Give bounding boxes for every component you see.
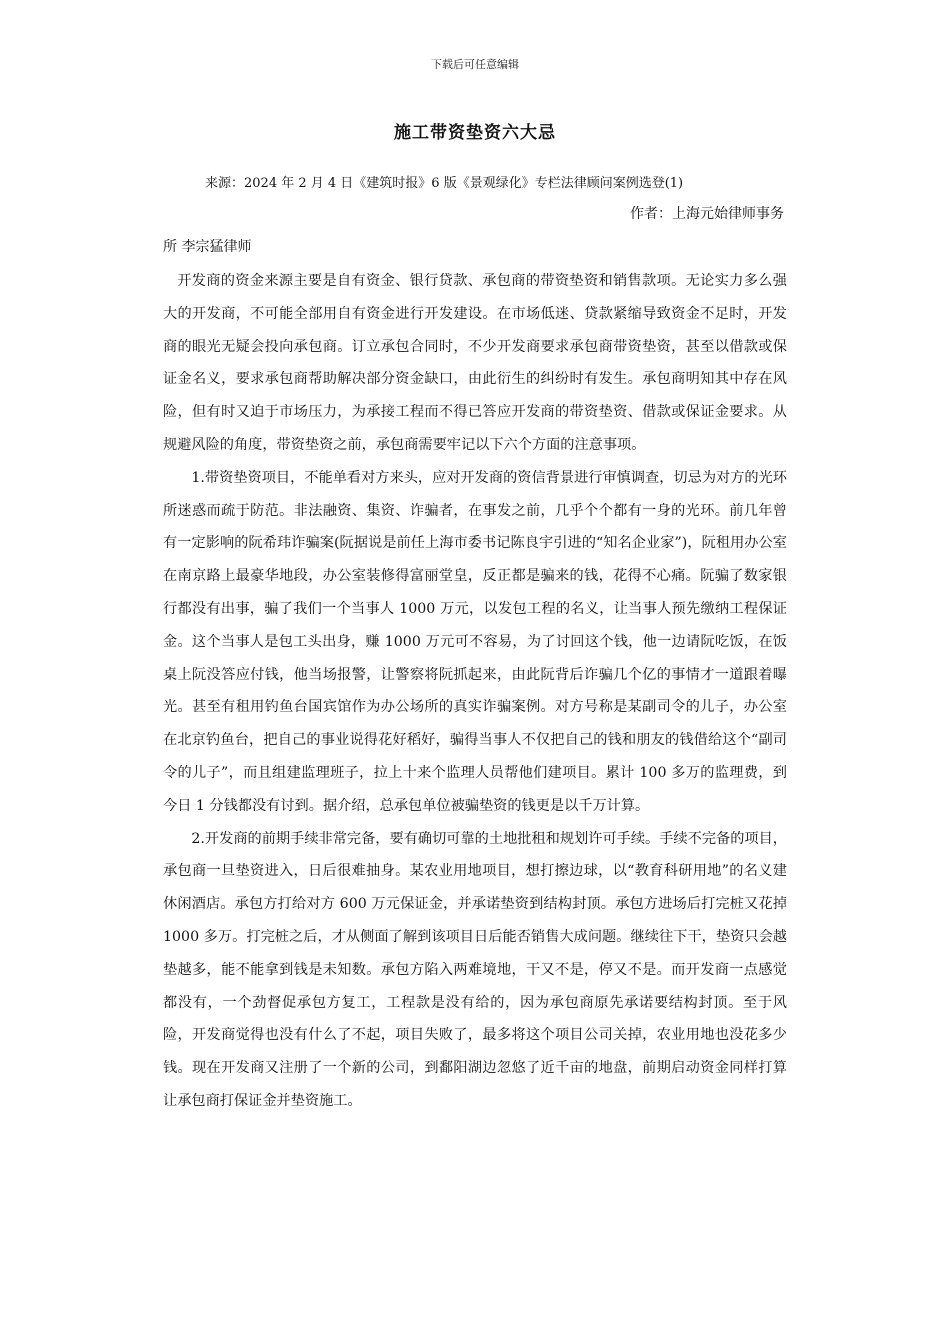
paragraph-point-2: 2.开发商的前期手续非常完备，要有确切可靠的土地批租和规划许可手续。手续不完备的项目，承包商一旦垫资进入，日后很难抽身。某农业用地项目，想打擦边球，以“教育科研用地”的名义建休闲酒店。承包方打给对方 600 万元保证金，并承诺垫资到结构封顶。承包方进场后打完桩又花掉 1000 多万。打完桩之后，才从侧面了解到该项目日后能否销售大成问题。继续往下干，垫资只会越垫越多，能不能拿到钱是未知数。承包方陷入两难境地，干又不是，停又不是。而开发商一点感觉都没有，一个劲督促承包方复工，工程款是没有给的，因为承包商原先承诺要结构封顶。至于风险，开发商觉得也没有什么了不起，项目失败了，最多将这个项目公司关掉，农业用地也没花多少钱。现在开发商又注册了一个新的公司，到鄱阳湖边忽悠了近千亩的地盘，前期启动资金同样打算让承包商打保证金并垫资施工。 <box>163 830 787 1109</box>
paragraph-point-1: 1.带资垫资项目，不能单看对方来头，应对开发商的资信背景进行审慎调查，切忌为对方的光环所迷惑而疏于防范。非法融资、集资、诈骗者，在事发之前，几乎个个都有一身的光环。前几年曾有一定影响的阮希玮诈骗案(阮据说是前任上海市委书记陈良宇引进的“知名企业家”)，阮租用办公室在南京路上最豪华地段，办公室装修得富丽堂皇，反正都是骗来的钱，花得不心痛。阮骗了数家银行都没有出事，骗了我们一个当事人 1000 万元，以发包工程的名义，让当事人预先缴纳工程保证金。这个当事人是包工头出身，赚 1000 万元可不容易，为了讨回这个钱，他一边请阮吃饭，在饭桌上阮没答应付钱，他当场报警，让警察将阮抓起来，由此阮背后诈骗几个亿的事情才一道跟着曝光。甚至有租用钓鱼台国宾馆作为办公场所的真实诈骗案例。对方号称是某副司令的儿子，办公室在北京钓鱼台，把自己的事业说得花好稻好，骗得当事人不仅把自己的钱和朋友的钱借给这个“副司令的儿子”，而且组建监理班子，拉上十来个监理人员帮他们建项目。累计 100 多万的监理费，到今日 1 分钱都没有讨到。据介绍，总承包单位被骗垫资的钱更是以千万计算。 <box>163 469 787 814</box>
author-line-continued: 所 李宗猛律师 <box>163 239 252 255</box>
author-line: 作者：上海元始律师事务 <box>630 206 784 222</box>
paragraph-intro: 开发商的资金来源主要是自有资金、银行贷款、承包商的带资垫资和销售款项。无论实力多么强大的开发商，不可能全部用自有资金进行开发建设。在市场低迷、贷款紧缩导致资金不足时，开发商的眼光无疑会投向承包商。订立承包合同时，不少开发商要求承包商带资垫资，甚至以借款或保证金名义，要求承包商帮助解决部分资金缺口，由此衍生的纠纷时有发生。承包商明知其中存在风险，但有时又迫于市场压力，为承接工程而不得已答应开发商的带资垫资、借款或保证金要求。从规避风险的角度，带资垫资之前，承包商需要牢记以下六个方面的注意事项。 <box>163 273 787 453</box>
source-line: 来源：2024 年 2 月 4 日《建筑时报》6 版《景观绿化》专栏法律顾问案例选登(1) <box>205 176 684 191</box>
document-title: 施工带资垫资六大忌 <box>394 123 556 143</box>
header-note: 下载后可任意编辑 <box>431 58 519 71</box>
body-text <box>163 265 787 1118</box>
